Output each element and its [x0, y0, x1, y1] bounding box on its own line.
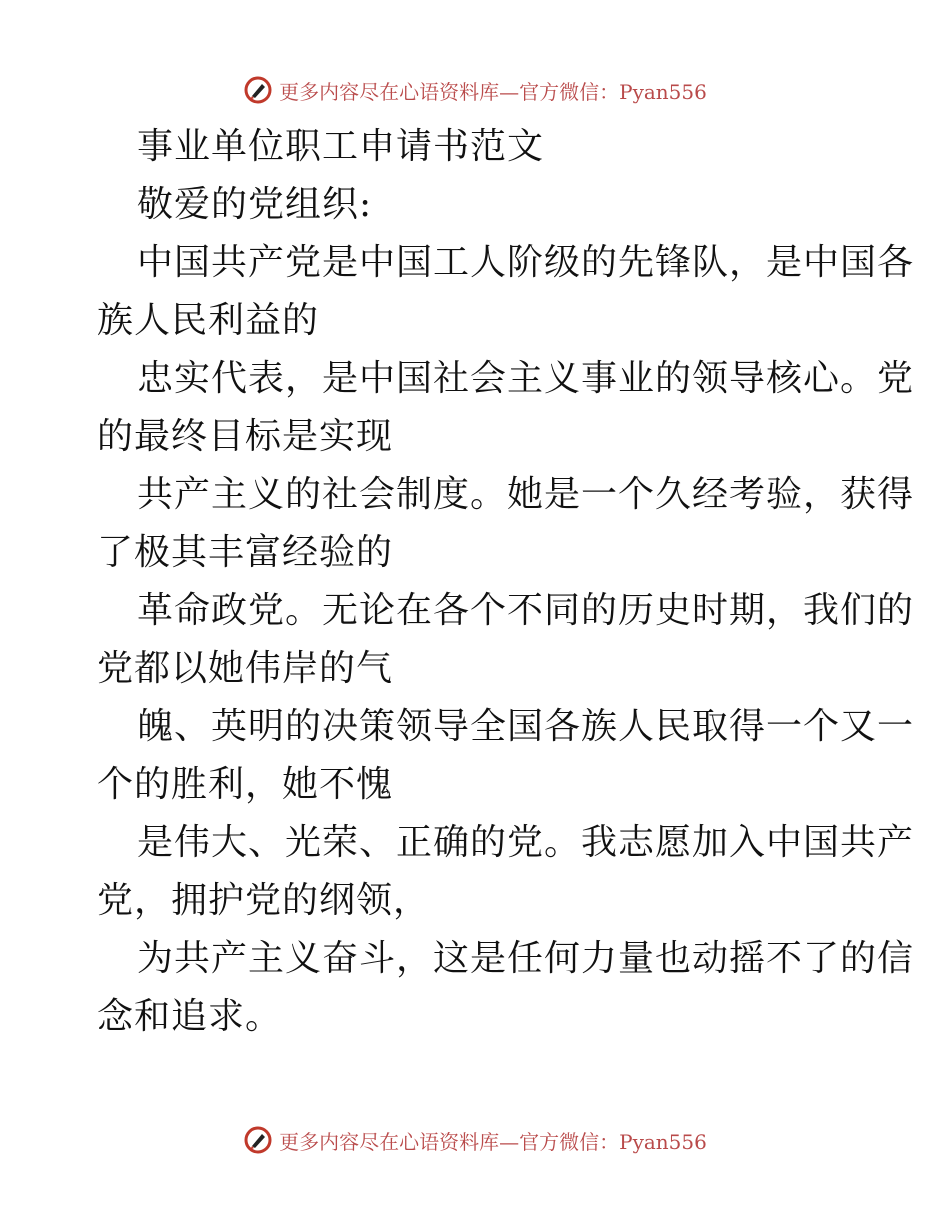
paragraph-line: 共产主义的社会制度。她是一个久经考验，获得	[137, 474, 915, 515]
header-banner-text: 更多内容尽在心语资料库—官方微信：Pyan556	[279, 79, 707, 104]
pen-nib-logo-icon	[243, 75, 273, 105]
paragraph-line: 个的胜利，她不愧	[97, 764, 394, 805]
paragraph-line: 忠实代表，是中国社会主义事业的领导核心。党	[137, 358, 915, 399]
paragraph-line: 党，拥护党的纲领，	[97, 880, 431, 921]
paragraph-line: 族人民利益的	[97, 300, 320, 341]
header-banner	[0, 70, 950, 110]
paragraph-line: 了极其丰富经验的	[97, 532, 394, 573]
document-title: 事业单位职工申请书范文	[137, 126, 545, 167]
paragraph-line: 念和追求。	[97, 996, 283, 1037]
footer-banner-text: 更多内容尽在心语资料库—官方微信：Pyan556	[279, 1129, 707, 1154]
footer-banner	[0, 1120, 950, 1160]
paragraph-line: 魄、英明的决策领导全国各族人民取得一个又一	[137, 706, 915, 747]
paragraph-line: 是伟大、光荣、正确的党。我志愿加入中国共产	[137, 822, 915, 863]
salutation: 敬爱的党组织:	[137, 184, 373, 225]
paragraph-line: 的最终目标是实现	[97, 416, 394, 457]
document-body	[97, 118, 915, 1046]
paragraph-line: 党都以她伟岸的气	[97, 648, 394, 689]
paragraph-line: 中国共产党是中国工人阶级的先锋队，是中国各	[137, 242, 915, 283]
pen-nib-logo-icon	[243, 1125, 273, 1155]
paragraph-line: 革命政党。无论在各个不同的历史时期，我们的	[137, 590, 915, 631]
paragraph-line: 为共产主义奋斗，这是任何力量也动摇不了的信	[137, 938, 915, 979]
